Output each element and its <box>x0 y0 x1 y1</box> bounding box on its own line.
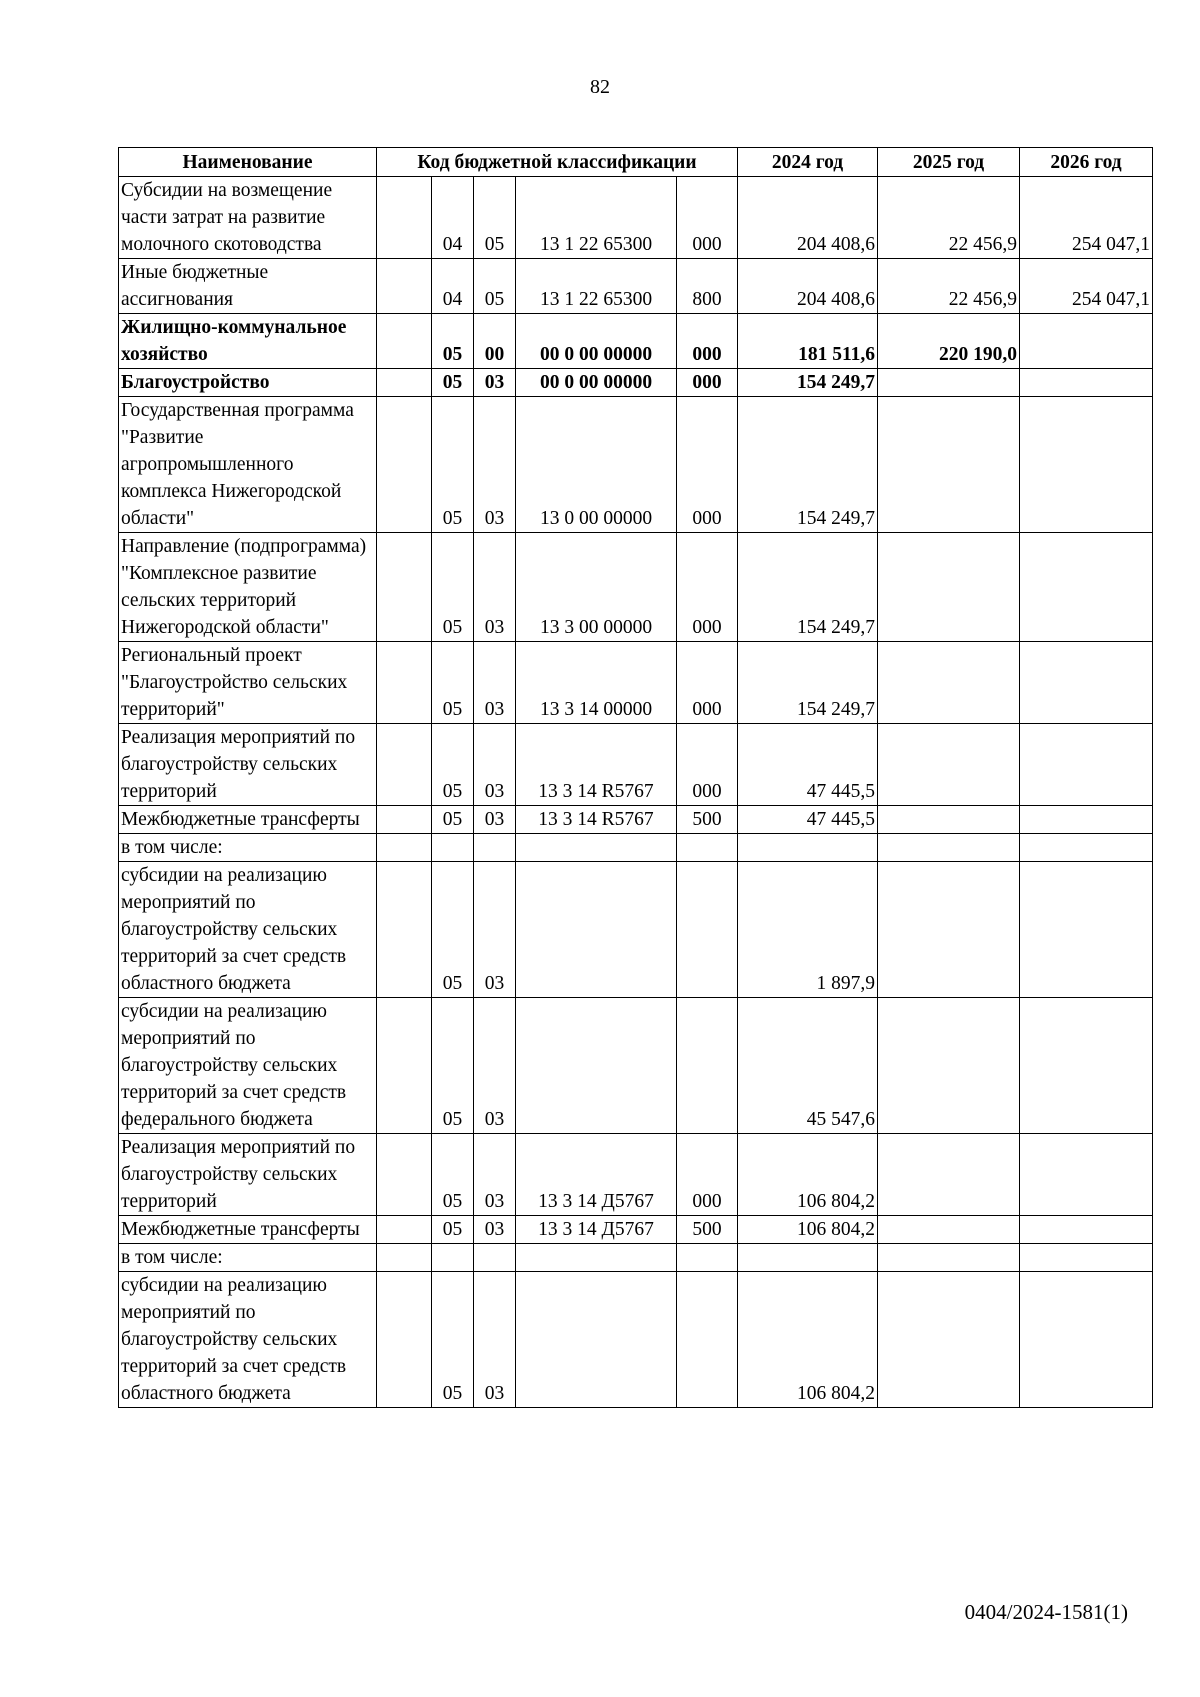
row-empty-cell <box>377 806 432 834</box>
row-empty-cell <box>377 397 432 533</box>
row-value-2026: 254 047,1 <box>1020 259 1153 314</box>
row-value-2024: 154 249,7 <box>738 533 878 642</box>
row-empty-cell <box>377 862 432 998</box>
row-section: 04 <box>432 177 474 259</box>
row-value-2025 <box>878 1272 1020 1408</box>
row-subsection: 03 <box>474 1216 516 1244</box>
row-subsection <box>474 1244 516 1272</box>
row-target-article: 13 0 00 00000 <box>516 397 677 533</box>
header-2026: 2026 год <box>1020 148 1153 177</box>
row-subsection: 03 <box>474 369 516 397</box>
table-row <box>119 724 1153 806</box>
row-name: Государственная программа "Развитие агропромышленного комплекса Нижегородской области" <box>119 397 377 533</box>
row-value-2026 <box>1020 397 1153 533</box>
table-row <box>119 177 1153 259</box>
row-value-2025 <box>878 1216 1020 1244</box>
row-value-2025: 22 456,9 <box>878 177 1020 259</box>
row-value-2026 <box>1020 314 1153 369</box>
row-empty-cell <box>377 1244 432 1272</box>
row-value-2026 <box>1020 806 1153 834</box>
row-target-article: 13 3 00 00000 <box>516 533 677 642</box>
row-value-2024: 154 249,7 <box>738 397 878 533</box>
row-section: 05 <box>432 1272 474 1408</box>
row-value-2025 <box>878 862 1020 998</box>
row-value-2025 <box>878 369 1020 397</box>
row-expense-type: 000 <box>677 397 738 533</box>
header-2025: 2025 год <box>878 148 1020 177</box>
row-section: 05 <box>432 369 474 397</box>
page-number: 82 <box>590 76 610 98</box>
row-value-2026 <box>1020 533 1153 642</box>
row-value-2025 <box>878 834 1020 862</box>
row-value-2026 <box>1020 998 1153 1134</box>
row-target-article: 00 0 00 00000 <box>516 314 677 369</box>
table-row <box>119 998 1153 1134</box>
row-name: Направление (подпрограмма) "Комплексное развитие сельских территорий Нижегородской области" <box>119 533 377 642</box>
row-name: Жилищно-коммунальное хозяйство <box>119 314 377 369</box>
row-expense-type: 000 <box>677 724 738 806</box>
row-expense-type <box>677 834 738 862</box>
row-value-2024: 47 445,5 <box>738 724 878 806</box>
row-value-2026 <box>1020 1244 1153 1272</box>
row-section: 05 <box>432 998 474 1134</box>
row-expense-type <box>677 998 738 1134</box>
row-expense-type: 000 <box>677 1134 738 1216</box>
row-target-article: 13 3 14 Д5767 <box>516 1216 677 1244</box>
header-2024: 2024 год <box>738 148 878 177</box>
document-id: 0404/2024-1581(1) <box>964 1600 1128 1624</box>
row-value-2024: 154 249,7 <box>738 642 878 724</box>
row-name: Реализация мероприятий по благоустройству сельских территорий <box>119 724 377 806</box>
row-value-2026 <box>1020 862 1153 998</box>
table-row <box>119 533 1153 642</box>
row-name: Реализация мероприятий по благоустройству сельских территорий <box>119 1134 377 1216</box>
row-expense-type: 000 <box>677 314 738 369</box>
row-value-2026 <box>1020 642 1153 724</box>
row-value-2025 <box>878 724 1020 806</box>
row-empty-cell <box>377 1216 432 1244</box>
row-value-2025: 220 190,0 <box>878 314 1020 369</box>
row-subsection: 05 <box>474 259 516 314</box>
row-value-2026 <box>1020 1272 1153 1408</box>
row-subsection <box>474 834 516 862</box>
row-name: Межбюджетные трансферты <box>119 806 377 834</box>
budget-table <box>118 147 1153 1408</box>
row-subsection: 00 <box>474 314 516 369</box>
row-name: Субсидии на возмещение части затрат на развитие молочного скотоводства <box>119 177 377 259</box>
row-value-2024: 45 547,6 <box>738 998 878 1134</box>
row-target-article: 13 3 14 R5767 <box>516 724 677 806</box>
row-expense-type: 500 <box>677 806 738 834</box>
table-row <box>119 1134 1153 1216</box>
row-value-2026 <box>1020 369 1153 397</box>
row-target-article: 00 0 00 00000 <box>516 369 677 397</box>
row-value-2025 <box>878 397 1020 533</box>
row-expense-type: 000 <box>677 642 738 724</box>
row-value-2024: 204 408,6 <box>738 259 878 314</box>
row-name: в том числе: <box>119 1244 377 1272</box>
row-section: 05 <box>432 1216 474 1244</box>
row-target-article: 13 3 14 00000 <box>516 642 677 724</box>
row-target-article: 13 1 22 65300 <box>516 259 677 314</box>
row-value-2026 <box>1020 1216 1153 1244</box>
row-value-2026 <box>1020 834 1153 862</box>
row-value-2024: 106 804,2 <box>738 1216 878 1244</box>
row-subsection: 03 <box>474 724 516 806</box>
row-value-2026 <box>1020 724 1153 806</box>
row-empty-cell <box>377 998 432 1134</box>
row-expense-type: 800 <box>677 259 738 314</box>
table-row <box>119 1244 1153 1272</box>
row-target-article: 13 1 22 65300 <box>516 177 677 259</box>
row-section: 05 <box>432 533 474 642</box>
row-section: 05 <box>432 397 474 533</box>
row-target-article <box>516 1244 677 1272</box>
row-subsection: 03 <box>474 998 516 1134</box>
row-name: субсидии на реализацию мероприятий по благоустройству сельских территорий за счет средств областного бюджета <box>119 1272 377 1408</box>
row-value-2025 <box>878 998 1020 1134</box>
row-empty-cell <box>377 314 432 369</box>
table-header-row <box>119 148 1153 177</box>
table-row <box>119 642 1153 724</box>
row-empty-cell <box>377 533 432 642</box>
row-target-article <box>516 1272 677 1408</box>
row-value-2026: 254 047,1 <box>1020 177 1153 259</box>
row-name: субсидии на реализацию мероприятий по благоустройству сельских территорий за счет средств областного бюджета <box>119 862 377 998</box>
row-section <box>432 834 474 862</box>
row-section: 05 <box>432 806 474 834</box>
table-row <box>119 397 1153 533</box>
row-value-2024: 106 804,2 <box>738 1134 878 1216</box>
row-section: 05 <box>432 724 474 806</box>
row-value-2025 <box>878 642 1020 724</box>
row-section: 05 <box>432 314 474 369</box>
table-row <box>119 1216 1153 1244</box>
table-row <box>119 259 1153 314</box>
table-row <box>119 314 1153 369</box>
row-subsection: 03 <box>474 1272 516 1408</box>
row-target-article <box>516 834 677 862</box>
row-value-2025 <box>878 533 1020 642</box>
row-subsection: 03 <box>474 806 516 834</box>
row-name: Иные бюджетные ассигнования <box>119 259 377 314</box>
row-subsection: 03 <box>474 397 516 533</box>
row-value-2024: 106 804,2 <box>738 1272 878 1408</box>
row-subsection: 03 <box>474 642 516 724</box>
row-value-2024: 1 897,9 <box>738 862 878 998</box>
table-row <box>119 806 1153 834</box>
row-name: Благоустройство <box>119 369 377 397</box>
row-section: 05 <box>432 642 474 724</box>
header-code: Код бюджетной классификации <box>377 148 738 177</box>
row-value-2024: 181 511,6 <box>738 314 878 369</box>
row-subsection: 05 <box>474 177 516 259</box>
row-expense-type: 000 <box>677 177 738 259</box>
row-target-article: 13 3 14 Д5767 <box>516 1134 677 1216</box>
table-row <box>119 369 1153 397</box>
row-expense-type: 000 <box>677 533 738 642</box>
table-row <box>119 1272 1153 1408</box>
row-empty-cell <box>377 724 432 806</box>
row-section <box>432 1244 474 1272</box>
row-empty-cell <box>377 259 432 314</box>
row-name: в том числе: <box>119 834 377 862</box>
row-expense-type: 500 <box>677 1216 738 1244</box>
row-target-article <box>516 998 677 1134</box>
row-expense-type <box>677 1272 738 1408</box>
row-section: 05 <box>432 1134 474 1216</box>
row-empty-cell <box>377 1134 432 1216</box>
row-subsection: 03 <box>474 862 516 998</box>
table-row <box>119 862 1153 998</box>
row-value-2024: 47 445,5 <box>738 806 878 834</box>
row-empty-cell <box>377 1272 432 1408</box>
row-target-article: 13 3 14 R5767 <box>516 806 677 834</box>
row-value-2026 <box>1020 1134 1153 1216</box>
row-value-2025: 22 456,9 <box>878 259 1020 314</box>
row-target-article <box>516 862 677 998</box>
row-value-2025 <box>878 806 1020 834</box>
row-value-2024 <box>738 834 878 862</box>
row-expense-type <box>677 1244 738 1272</box>
header-name: Наименование <box>119 148 377 177</box>
row-name: Межбюджетные трансферты <box>119 1216 377 1244</box>
row-value-2024: 204 408,6 <box>738 177 878 259</box>
row-empty-cell <box>377 642 432 724</box>
row-section: 05 <box>432 862 474 998</box>
row-empty-cell <box>377 369 432 397</box>
row-subsection: 03 <box>474 1134 516 1216</box>
row-expense-type <box>677 862 738 998</box>
row-expense-type: 000 <box>677 369 738 397</box>
row-empty-cell <box>377 177 432 259</box>
row-subsection: 03 <box>474 533 516 642</box>
row-value-2024: 154 249,7 <box>738 369 878 397</box>
row-value-2025 <box>878 1134 1020 1216</box>
row-section: 04 <box>432 259 474 314</box>
table-body <box>119 177 1153 1408</box>
row-name: Региональный проект "Благоустройство сельских территорий" <box>119 642 377 724</box>
row-empty-cell <box>377 834 432 862</box>
row-value-2025 <box>878 1244 1020 1272</box>
table-row <box>119 834 1153 862</box>
row-name: субсидии на реализацию мероприятий по благоустройству сельских территорий за счет средств федерального бюджета <box>119 998 377 1134</box>
row-value-2024 <box>738 1244 878 1272</box>
